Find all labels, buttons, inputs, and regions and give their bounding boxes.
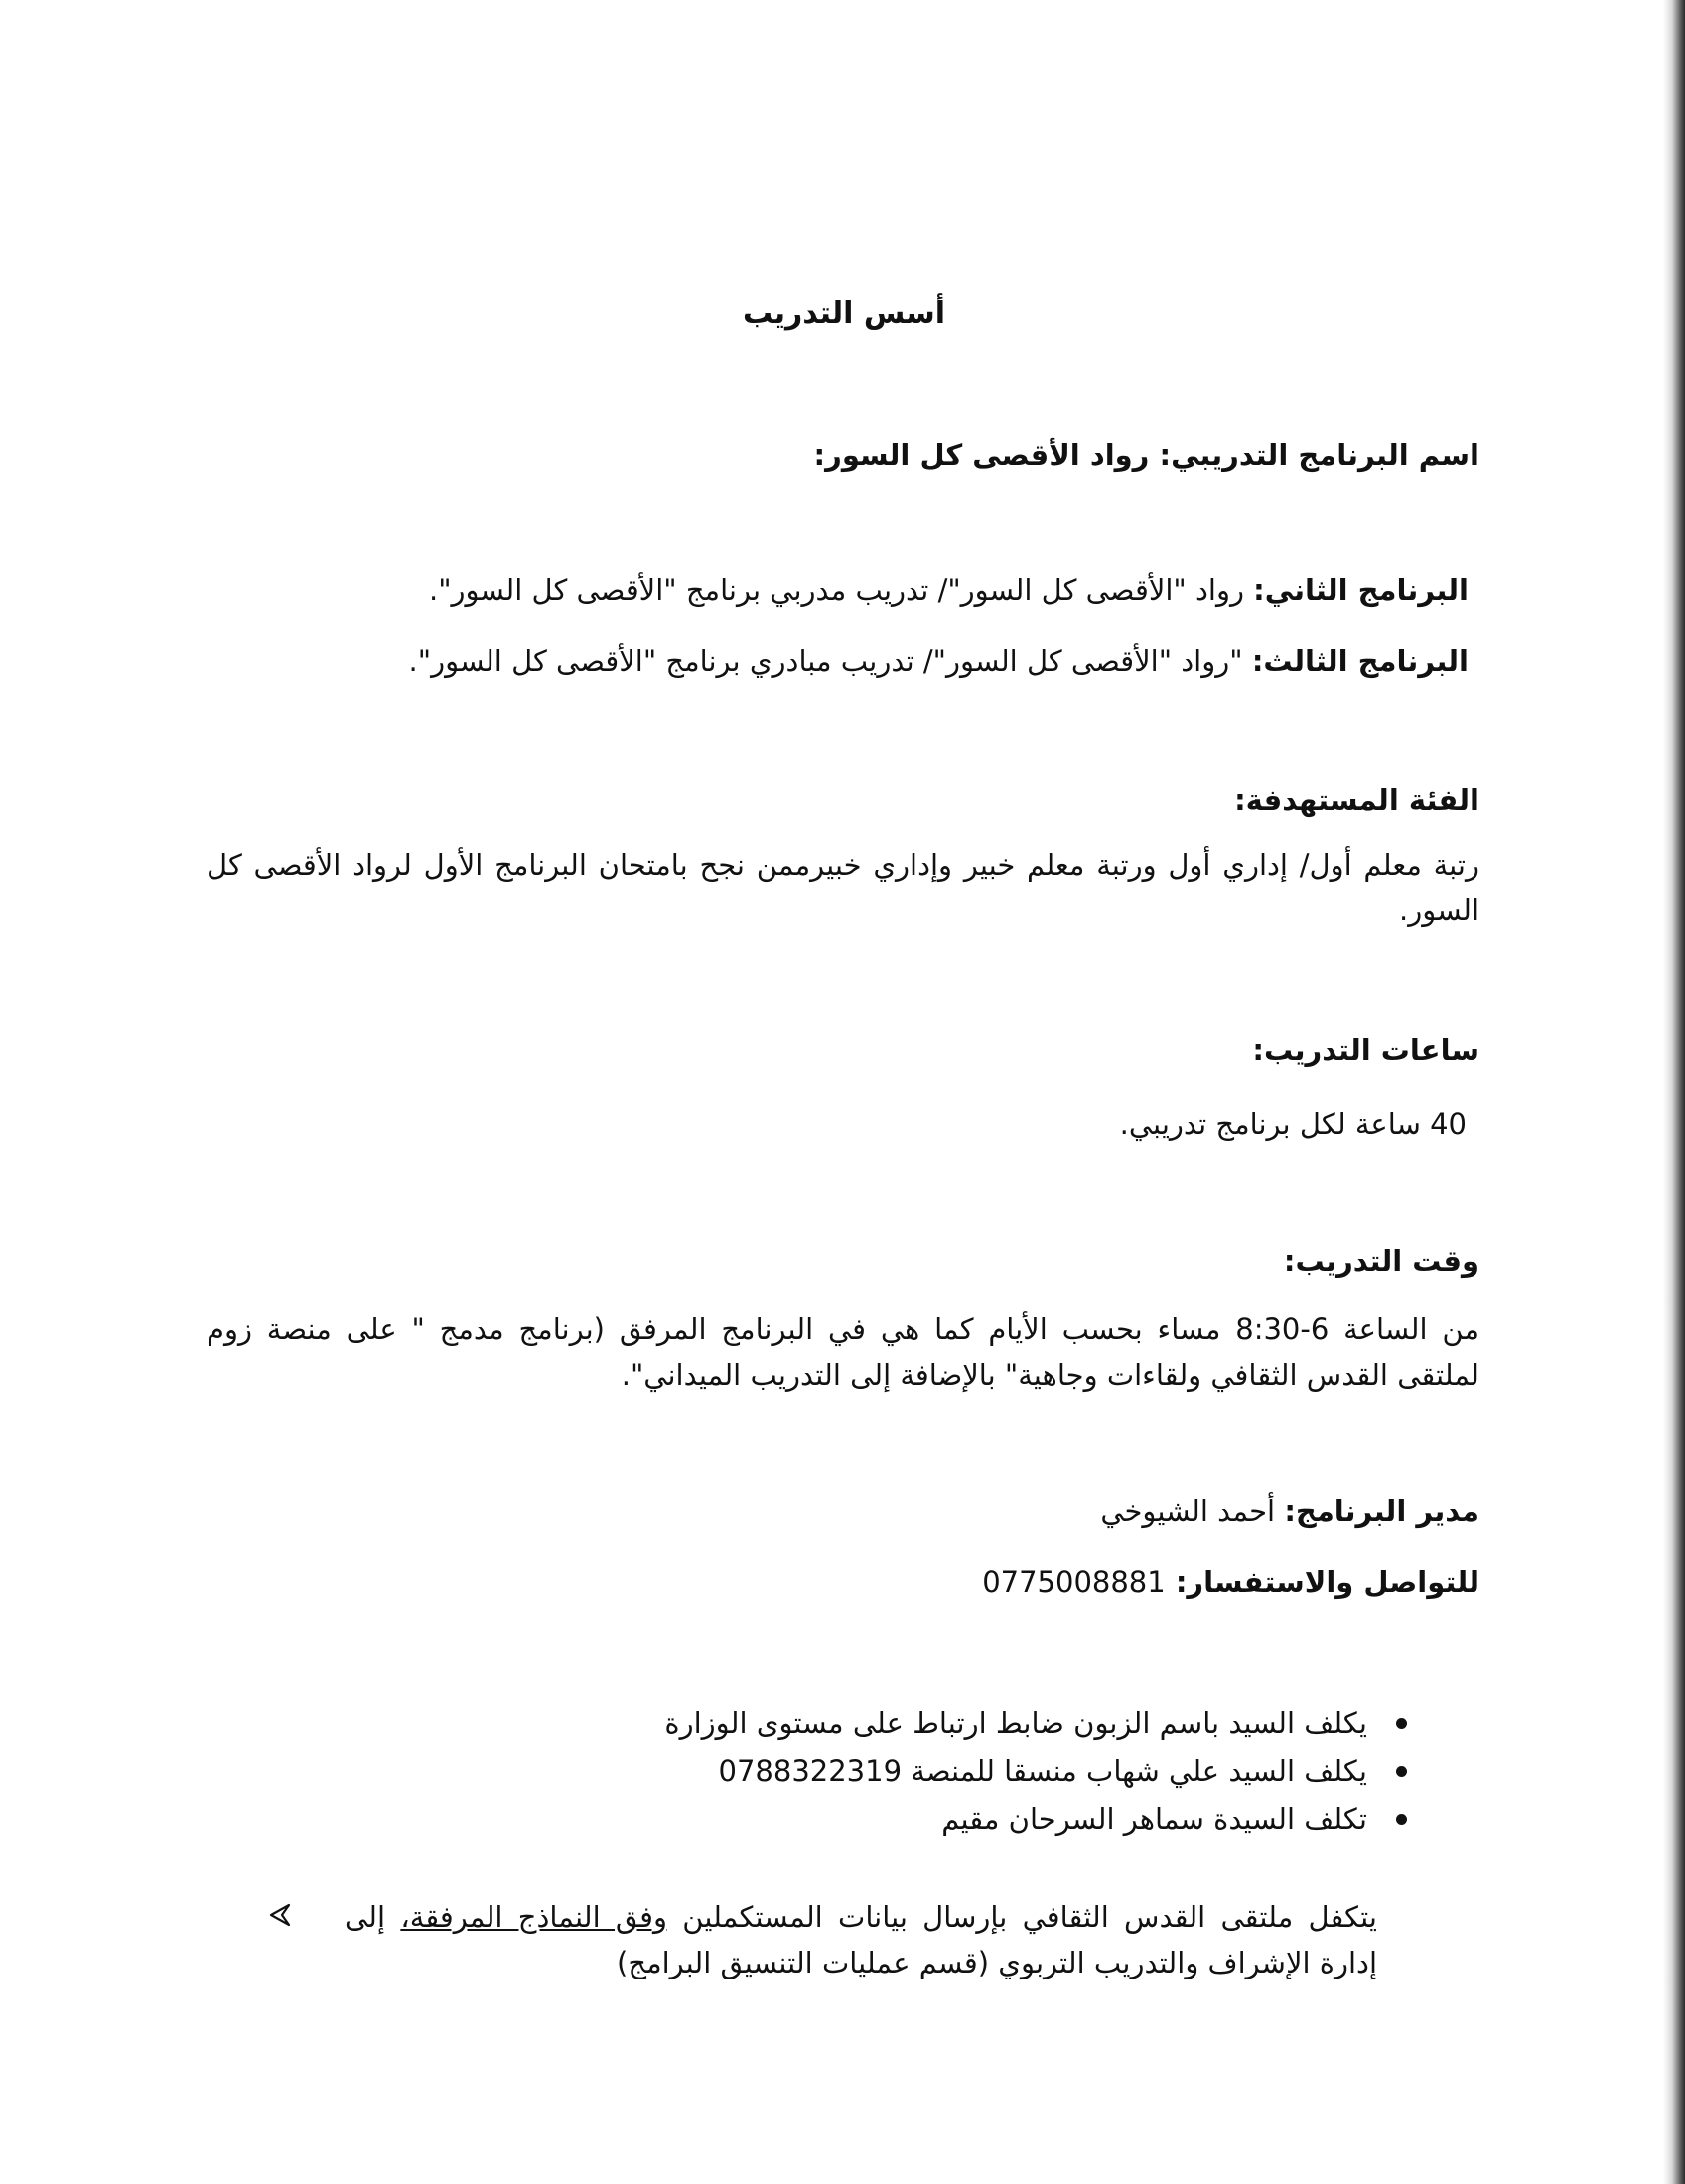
- program-manager-name: أحمد الشيوخي: [1100, 1494, 1285, 1528]
- arrowhead-icon: [267, 1902, 293, 1934]
- closing-note-part1: يتكفل ملتقى القدس الثقافي بإرسال بيانات المستكملين: [666, 1900, 1377, 1934]
- program-manager-label: مدير البرنامج:: [1284, 1494, 1479, 1528]
- list-item: [664, 1795, 1377, 1843]
- bullet-icon: [1396, 1814, 1407, 1825]
- training-hours-text: 40 ساعة لكل برنامج تدريبي.: [1119, 1107, 1467, 1141]
- list-item: [664, 1747, 1377, 1795]
- closing-note-part2: إلى إدارة الإشراف والتدريب التربوي (قسم عمليات التنسيق البرامج): [345, 1900, 1377, 1979]
- program-second-label: البرنامج الثاني:: [1253, 573, 1469, 607]
- contact-info: [982, 1563, 1479, 1602]
- assignment-text: يكلف السيد علي شهاب منسقا للمنصة: [902, 1754, 1367, 1788]
- training-time-text: من الساعة 6-8:30 مساء بحسب الأيام كما هي في البرنامج المرفق (برنامج مدمج " على منصة زوم لملتقى القدس الثقافي ولقاءات وجاهية" بالإضافة إلى التدريب الميداني".: [207, 1312, 1479, 1392]
- training-hours-heading: ساعات التدريب:: [1252, 1033, 1479, 1067]
- program-second: [429, 570, 1469, 610]
- closing-note-underlined: وفق النماذج المرفقة،: [400, 1900, 667, 1934]
- target-group-heading: الفئة المستهدفة:: [1234, 783, 1479, 817]
- assignment-text: تكلف السيدة سماهر السرحان مقيم: [941, 1802, 1367, 1836]
- program-name: اسم البرنامج التدريبي: رواد الأقصى كل السور:: [813, 438, 1479, 472]
- assignment-phone: 0788322319: [718, 1754, 903, 1788]
- closing-note: [345, 1894, 1377, 1985]
- target-group-text: رتبة معلم أول/ إداري أول ورتبة معلم خبير وإداري خبيرممن نجح بامتحان البرنامج الأول لرواد الأقصى كل السور.: [207, 848, 1479, 927]
- training-time-heading: وقت التدريب:: [1283, 1244, 1479, 1278]
- program-manager: [1100, 1491, 1479, 1531]
- scan-edge-shadow: [1663, 0, 1685, 2184]
- assignment-text: يكلف السيد باسم الزبون ضابط ارتباط على مستوى الوزارة: [664, 1706, 1367, 1740]
- bullet-icon: [1396, 1766, 1407, 1777]
- list-item: [664, 1700, 1377, 1747]
- contact-label: للتواصل والاستفسار:: [1165, 1566, 1479, 1599]
- bullet-icon: [1396, 1718, 1407, 1729]
- program-third: [409, 641, 1469, 681]
- contact-phone: 0775008881: [982, 1566, 1166, 1599]
- assignments-list: [664, 1700, 1377, 1843]
- program-third-label: البرنامج الثالث:: [1251, 644, 1469, 678]
- program-second-text: رواد "الأقصى كل السور"/ تدريب مدربي برنامج "الأقصى كل السور".: [428, 573, 1254, 607]
- program-third-text: "رواد "الأقصى كل السور"/ تدريب مبادري برنامج "الأقصى كل السور".: [408, 644, 1252, 678]
- page-title: أسس التدريب: [742, 296, 946, 331]
